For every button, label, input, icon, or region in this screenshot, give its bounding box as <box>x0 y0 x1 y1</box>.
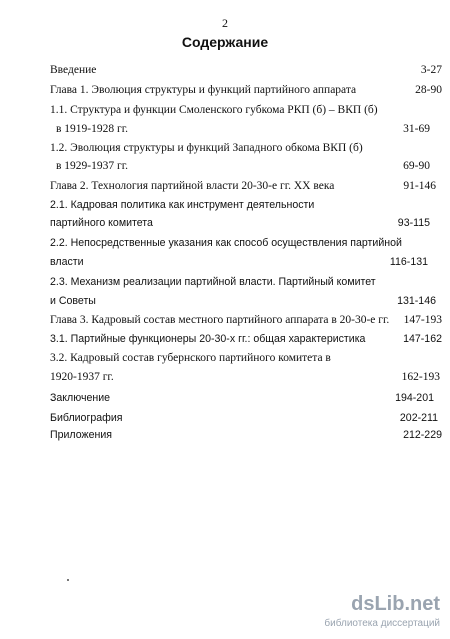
toc-entry-page: 91-146 <box>403 180 436 192</box>
toc-entry-text: в 1919-1928 гг. <box>56 123 129 135</box>
toc-entry-text: 3.1. Партийные функционеры 20-30-х гг.: общая характеристика <box>50 333 366 345</box>
toc-entry-page: 162-193 <box>401 371 440 383</box>
toc-entry-text: Введение <box>50 64 97 76</box>
toc-entry-text: 1.2. Эволюция структуры и функций Западного обкома ВКП (б) <box>50 142 363 154</box>
toc-line <box>50 101 432 119</box>
toc-entry-text: 3.2. Кадровый состав губернского партийного комитета в <box>50 352 331 364</box>
watermark-tagline: библиотека диссертаций <box>324 618 440 629</box>
toc-entry-page: 147-162 <box>403 333 442 345</box>
toc-entry-page: 194-201 <box>395 392 434 404</box>
toc-entry-page: 212-229 <box>403 429 442 441</box>
toc-line <box>50 196 432 214</box>
toc-line <box>50 330 442 348</box>
toc-line <box>50 253 432 271</box>
toc-entry-text: и Советы <box>50 295 96 307</box>
toc-entry-text: 2.3. Механизм реализации партийной власти. Партийный комитет <box>50 276 376 288</box>
watermark-logo: dsLib.net <box>351 593 440 615</box>
page-title: Содержание <box>181 34 269 50</box>
toc-entry-text: Приложения <box>50 429 112 441</box>
scan-speck <box>67 579 69 581</box>
page-number: 2 <box>222 16 228 30</box>
toc-entry-text: власти <box>50 256 84 268</box>
toc-entry-page: 69-90 <box>403 160 430 172</box>
toc-line <box>50 311 442 329</box>
toc-line <box>50 349 432 367</box>
toc-entry-page: 131-146 <box>397 295 436 307</box>
toc-entry-text: 1.1. Структура и функции Смоленского губкома РКП (б) – ВКП (б) <box>50 104 378 116</box>
watermark <box>308 593 440 631</box>
toc-line <box>50 409 438 427</box>
toc-entry-text: 2.2. Непосредственные указания как способ осуществления партийной <box>50 237 402 249</box>
toc-entry-text: Глава 1. Эволюция структуры и функций партийного аппарата <box>50 84 357 96</box>
toc-entry-page: 31-69 <box>403 123 430 135</box>
toc-entry-page: 3-27 <box>420 64 442 76</box>
toc-line <box>50 177 436 195</box>
toc-entry-page: 28-90 <box>415 84 442 96</box>
toc-entry-text: Глава 2. Технология партийной власти 20-30-е гг. XX века <box>50 180 335 192</box>
toc-entry-page: 116-131 <box>389 256 428 268</box>
toc-line <box>50 389 432 407</box>
toc-line <box>50 273 432 291</box>
toc-line <box>50 292 436 310</box>
toc-line <box>50 426 442 444</box>
toc-line <box>50 139 432 157</box>
toc-entry-text: в 1929-1937 гг. <box>56 160 129 172</box>
toc-entry-page: 147-193 <box>403 314 442 326</box>
toc-entry-text: Библиография <box>50 412 123 424</box>
toc-entry-text: 2.1. Кадровая политика как инструмент деятельности <box>50 199 315 211</box>
toc-entry-text: Заключение <box>50 392 111 404</box>
toc-entry-text: 1920-1937 гг. <box>50 371 114 383</box>
toc-line <box>50 157 432 175</box>
toc-entry-page: 202-211 <box>399 412 438 424</box>
toc-line <box>50 368 440 386</box>
toc-line <box>50 61 442 79</box>
toc-entry-text: Глава 3. Кадровый состав местного партийного аппарата в 20-30-е гг. <box>50 314 390 326</box>
toc-entry-text: партийного комитета <box>50 217 153 229</box>
toc-line <box>50 214 432 232</box>
toc-line <box>50 120 432 138</box>
toc-line <box>50 81 442 99</box>
toc-entry-page: 93-115 <box>397 217 430 229</box>
toc-line <box>50 234 432 252</box>
